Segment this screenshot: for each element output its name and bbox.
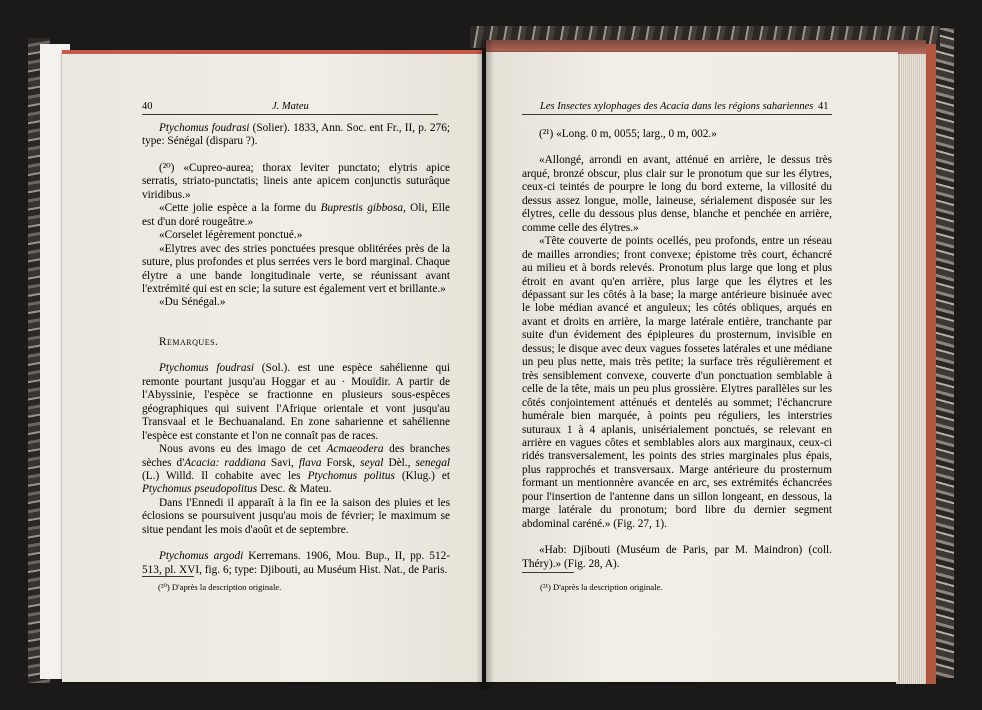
paragraph: Ptychomus argodi Kerremans. 1906, Mou. Bup., II, pp. 512-513, pl. XVI, fig. 6; type: Djibouti, au Muséum Hist. Nat., de Paris. [142, 550, 450, 576]
paragraph: Nous avons eu des imago de cet Acmaeodera des branches sèches d'Acacia: raddiana Savi, flava Forsk, seyal Dèl., senegal (L.) Willd. Il cohabite avec les Ptychomus politus (Klug.) et Ptychomus pseudopolitus Desc. & Mateu. [142, 443, 451, 496]
paragraph: Ptychomus foudrasi (Sol.). est une espèce sahélienne qui remonte pourtant jusqu'au Hoggar et au · Mouïdir. A partir de l'Abyssinie, l'espèce se fractionne en plusieurs sous-espèces géographiques qui suivent l'Afrique orientale et vont jusqu'au Transvaal et le Bechuanaland. En zone saharienne et sahélienne l'espèce est constante et l'on ne connaît pas de races. [142, 362, 450, 442]
paragraph: «Elytres avec des stries ponctuées presque oblitérées près de la suture, plus profondes et plus serrées vers le bord marginal. Chaque élytre a une bande longitudinale verte, se réunissant avant l'extrémité qui est en scie; la suture est également vert et brillante.» [142, 242, 450, 295]
paragraph: «Tête couverte de points ocellés, peu profonds, entre un réseau de mailles arrondies; front convexe; épistome très court, échancré au milieu et à bords relevés. Pronotum plus large que long et plus étroit en avant qu'en arrière, plus large que les élytres et les dépassant sur les côtés à la base; la marge antérieure bisinuée avec le lobe médian avancé et anguleux; les côtés obliques, arqués en avant et droits en arrière, la marge latérale entière, tranchante par suite d'un évidement des épipleures du prosternum, invisible en dessus; le disque avec deux vagues fossetes latérales et une médiane un peu plus nette, mais très petite; la surface très régulièrement et très sensiblement convexe, couverte d'un ponctuation semblable à celle de la tête, mais un peu plus grossière. Elytres parallèles sur les côtés conjointement atténués et dentelés au sommet; l'échancrure humérale bien marquée, à points peu réguliers, les interstries suturaux 1 à 4 aplanis, unisérialement ponctués, se relevant en arrière en vagues côtes et semblables alors aux marginaux, ceux-ci ridés transversalement, les points des stries marginales plus épais, plus rapprochés et transversaux. Marge antérieure du prosternum formant un mentionnère avancée en arc, ses extrémités échancrées pour l'insertion de l'antenne dans un sillon longeant, en dessous, la marge latérale du pronotum; bord libre du dernier segment abdominal caréné.» (Fig. 27, 1). [522, 235, 832, 530]
paragraph: Ptychomus foudrasi (Solier). 1833, Ann. Soc. ent Fr., II, p. 276; type: Sénégal (disparu ?). [142, 122, 450, 148]
paragraph: «Du Sénégal.» [159, 296, 226, 309]
section-heading: Remarques. [159, 335, 219, 348]
paragraph: (²⁰) «Cupreo-aurea; thorax leviter punctato; elytris apice serratis, striato-punctatis; lineis ante apicem conjunctis suturâque viridibus.» [142, 161, 450, 201]
paragraph: «Cette jolie espèce a la forme du Buprestis gibbosa, Oli, Elle est d'un doré rougeâtre.» [142, 202, 450, 228]
left-page-number: 40 [142, 101, 153, 112]
left-header-rule [142, 114, 438, 115]
right-footnote: (²¹) D'après la description originale. [540, 582, 663, 592]
right-running-head: Les Insectes xylophages des Acacia dans les régions sahariennes [540, 101, 814, 112]
right-header-rule [522, 114, 832, 115]
right-body [522, 128, 832, 571]
red-top-edge-left [62, 50, 482, 54]
paragraph: «Corselet légèrement ponctué.» [159, 229, 303, 242]
right-page-number: 41 [818, 101, 829, 112]
left-footnote-rule [142, 576, 194, 577]
paragraph: Dans l'Ennedi il apparaît à la fin ee la saison des pluies et les éclosions se poursuivent jusqu'au mois de février; le maximum se situe pendant les mois d'août et de septembre. [142, 496, 450, 536]
right-footnote-rule [522, 572, 574, 573]
left-footnote: (²⁰) D'après la description originale. [158, 582, 282, 592]
paragraph: «Allongé, arrondi en avant, atténué en arrière, le dessus très arqué, bronzé obscur, plus clair sur le pronotum que sur les élytres, ceux-ci teintés de pourpre le long du bord externe, la villosité du dessus assez longue, molle, laineuse, sérialement disposée sur les élytres, celle du dessous plus dense, blanche et penchée en arrière, comme celle des élytres.» [522, 154, 832, 234]
left-body [142, 122, 450, 577]
page-edges-red [926, 44, 936, 684]
paragraph: «Hab: Djibouti (Muséum de Paris, par M. Maindron) (coll. Théry).» (Fig. 28, A). [522, 544, 832, 570]
book-gutter [476, 40, 494, 690]
paragraph: (²¹) «Long. 0 m, 0055; larg., 0 m, 002.» [539, 128, 717, 140]
left-running-head: J. Mateu [272, 101, 309, 112]
